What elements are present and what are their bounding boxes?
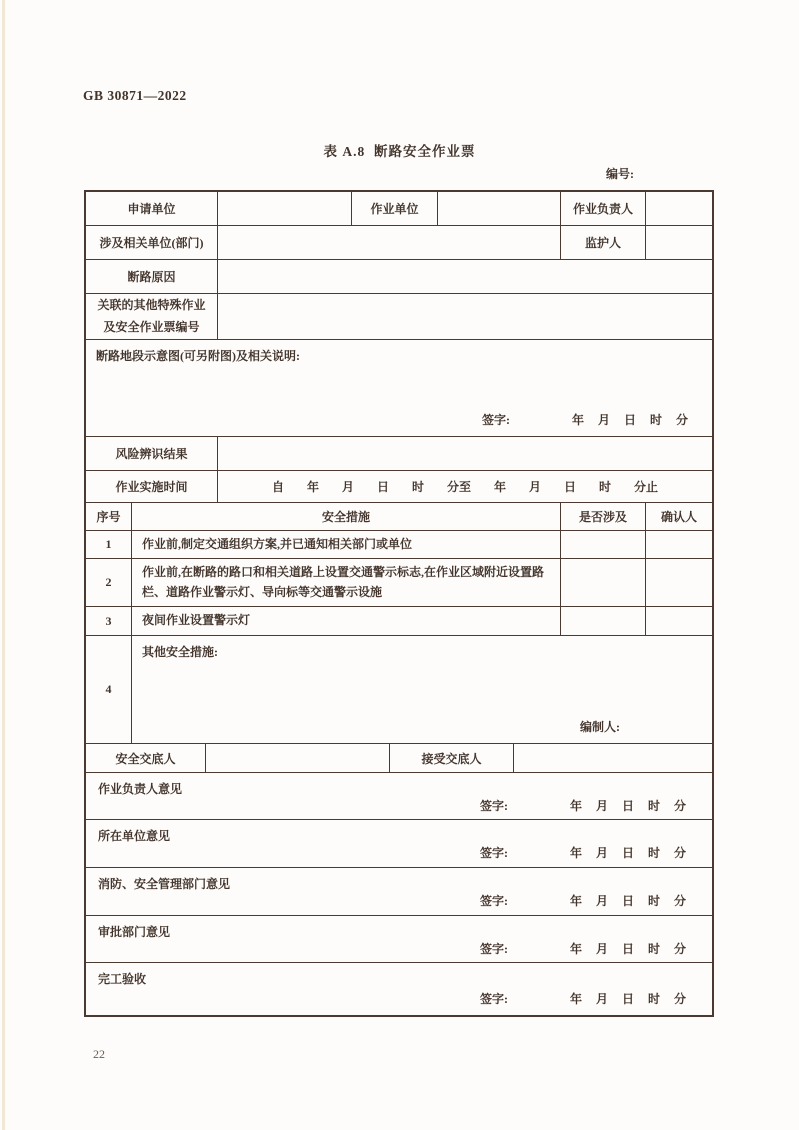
risk-value-blank — [218, 437, 712, 470]
row-risk — [86, 437, 712, 471]
opinion-unit-sign-line — [98, 844, 700, 861]
row-applicant — [86, 192, 712, 226]
row-related-units — [86, 226, 712, 260]
serial-number-label: 编号: — [606, 167, 634, 181]
row-reason — [86, 260, 712, 294]
sketch-cell — [86, 340, 712, 436]
related-permits-label — [86, 294, 218, 339]
opinion-leader-label: 作业负责人意见 — [98, 782, 183, 796]
opinion-row-approval — [86, 916, 712, 963]
measure-3-no: 3 — [86, 607, 132, 635]
row-briefing — [86, 744, 712, 773]
col-header-measures: 安全措施 — [132, 503, 561, 530]
opinion-approval-cell — [86, 916, 712, 962]
opinion-approval-label: 审批部门意见 — [98, 925, 171, 939]
measure-2-involved-blank — [561, 559, 646, 606]
guardian-value-blank — [646, 226, 712, 259]
sign-label: 签字: — [479, 846, 508, 860]
sign-date-placeholder: 年 月 日 时 分 — [569, 799, 686, 813]
measure-1-confirmer-blank — [646, 531, 712, 558]
opinion-row-fire-safety — [86, 868, 712, 916]
measure-4-text: 其他安全措施: — [142, 645, 218, 659]
sign-date-placeholder: 年 月 日 时 分 — [571, 413, 688, 427]
sign-label: 签字: — [479, 894, 508, 908]
opinion-unit-cell — [86, 820, 712, 867]
opinion-fire-safety-sign-line — [98, 892, 700, 909]
opinion-row-leader — [86, 773, 712, 820]
sign-label: 签字: — [479, 992, 508, 1006]
related-units-label: 涉及相关单位(部门) — [86, 226, 218, 259]
briefer-value-blank — [206, 744, 390, 772]
opinion-fire-safety-cell — [86, 868, 712, 915]
work-time-placeholder: 自 年 月 日 时 分至 年 月 日 时 分止 — [271, 480, 658, 494]
work-leader-label: 作业负责人 — [561, 192, 646, 225]
sketch-sign-line — [96, 411, 702, 428]
opinion-leader-sign-line — [98, 797, 700, 814]
measure-2-confirmer-blank — [646, 559, 712, 606]
work-permit-table — [84, 190, 714, 1017]
related-units-value-blank — [218, 226, 561, 259]
measure-3-involved-blank — [561, 607, 646, 635]
briefer-label: 安全交底人 — [86, 744, 206, 772]
document-title: 表 A.8 断路安全作业票 — [323, 144, 476, 159]
applicant-value-blank — [218, 192, 352, 225]
opinion-approval-sign-line — [98, 940, 700, 957]
scan-edge-artifact — [2, 0, 5, 1130]
sign-label: 签字: — [479, 799, 508, 813]
sign-label: 签字: — [481, 413, 510, 427]
measure-row-2 — [86, 559, 712, 607]
sign-date-placeholder: 年 月 日 时 分 — [569, 942, 686, 956]
receiver-label: 接受交底人 — [390, 744, 514, 772]
sketch-label: 断路地段示意图(可另附图)及相关说明: — [96, 349, 300, 363]
col-header-confirmer: 确认人 — [660, 510, 697, 524]
measure-3-confirmer-blank — [646, 607, 712, 635]
reason-value-blank — [218, 260, 712, 293]
measure-row-4 — [86, 636, 712, 744]
row-related-permits — [86, 294, 712, 340]
sign-label: 签字: — [479, 942, 508, 956]
measure-row-1 — [86, 531, 712, 559]
related-permits-value-blank — [218, 294, 712, 339]
receiver-value-blank — [514, 744, 712, 772]
opinion-row-unit — [86, 820, 712, 868]
sign-date-placeholder: 年 月 日 时 分 — [569, 992, 686, 1006]
row-sketch — [86, 340, 712, 437]
work-unit-value-blank — [438, 192, 561, 225]
col-header-seq: 序号 — [86, 503, 132, 530]
opinion-fire-safety-label: 消防、安全管理部门意见 — [98, 877, 231, 891]
measure-1-involved-blank — [561, 531, 646, 558]
work-unit-label: 作业单位 — [352, 192, 438, 225]
related-permits-label-line1: 关联的其他特殊作业 — [97, 297, 206, 312]
opinion-unit-label: 所在单位意见 — [98, 829, 171, 843]
measure-4-no: 4 — [86, 636, 132, 743]
page-number: 22 — [93, 1047, 105, 1061]
opinion-row-completion — [86, 963, 712, 1015]
opinion-completion-cell — [86, 963, 712, 1015]
opinion-completion-sign-line — [98, 990, 700, 1007]
measure-4-cell — [132, 636, 712, 743]
measure-3-text: 夜间作业设置警示灯 — [132, 607, 561, 635]
reason-label: 断路原因 — [86, 260, 218, 293]
maker-label: 编制人: — [580, 720, 620, 734]
risk-label: 风险辨识结果 — [86, 437, 218, 470]
work-time-value — [218, 471, 712, 502]
measure-2-text: 作业前,在断路的路口和相关道路上设置交通警示标志,在作业区域附近设置路栏、道路作业警示灯、导向标等交通警示设施 — [132, 559, 561, 606]
applicant-label: 申请单位 — [86, 192, 218, 225]
col-header-involved: 是否涉及 — [561, 503, 646, 530]
row-work-time — [86, 471, 712, 503]
work-leader-value-blank — [646, 192, 712, 225]
sign-date-placeholder: 年 月 日 时 分 — [569, 846, 686, 860]
measure-2-no: 2 — [86, 559, 132, 606]
measure-row-3 — [86, 607, 712, 636]
opinion-leader-cell — [86, 773, 712, 819]
measure-1-text: 作业前,制定交通组织方案,并已通知相关部门或单位 — [132, 531, 561, 558]
opinion-completion-label: 完工验收 — [98, 972, 147, 986]
measure-1-no: 1 — [86, 531, 132, 558]
row-measures-header — [86, 503, 712, 531]
related-permits-label-line2: 及安全作业票编号 — [103, 319, 200, 334]
standard-code: GB 30871—2022 — [83, 88, 187, 103]
guardian-label: 监护人 — [561, 226, 646, 259]
work-time-label: 作业实施时间 — [86, 471, 218, 502]
sign-date-placeholder: 年 月 日 时 分 — [569, 894, 686, 908]
